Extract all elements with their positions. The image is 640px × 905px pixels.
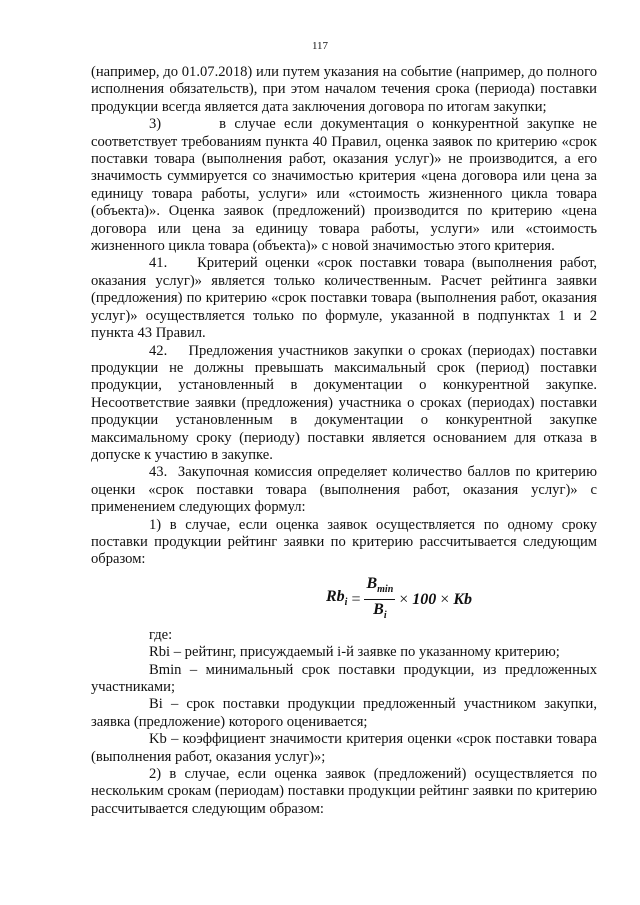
page-number: 117 — [311, 40, 329, 52]
paragraph: Kb – коэффициент значимости критерия оценки «срок поставки товара (выполнения работ, оказания услуг)»; — [91, 731, 597, 765]
formula-expression — [326, 575, 472, 625]
paragraph: 43. Закупочная комиссия определяет количество баллов по критерию оценки «срок поставки товара (выполнения работ, оказания услуг)» с применением следующих формул: — [91, 464, 597, 516]
paragraphs-before-formula — [91, 64, 597, 569]
formula-times-2: × — [440, 591, 450, 609]
paragraph: Bmin – минимальный срок поставки продукции, из предложенных участниками; — [91, 661, 597, 695]
formula-lhs: $Rb_i$ — [325, 588, 348, 609]
paragraph: 1) в случае, если оценка заявок осуществляется по одному сроку поставки продукции рейтинг заявки по критерию рассчитывается следующим образом: — [91, 516, 597, 568]
rating-formula — [91, 574, 597, 622]
paragraph: Bi – срок поставки продукции предложенный участником закупки, заявка (предложение) которого оценивается; — [91, 696, 597, 730]
paragraph: Rbi – рейтинг, присуждаемый i-й заявке по указанному критерию; — [149, 644, 560, 661]
formula-coefficient: Kb — [453, 591, 472, 609]
paragraph: (например, до 01.07.2018) или путем указания на событие (например, до полного исполнения обязательств), при этом началом течения срока (периода) поставки продукции всегда является дата заключения договора по итогам закупки; — [91, 64, 597, 115]
document-body — [91, 64, 597, 818]
formula-times-1: × — [399, 591, 409, 609]
formula-denominator: $B_i$ — [373, 601, 387, 622]
paragraph: 2) в случае, если оценка заявок (предложений) осуществляется по нескольким срокам (периодам) поставки продукции рейтинг заявки по критерию рассчитывается следующим образом: — [91, 766, 597, 817]
paragraph: 41. Критерий оценки «срок поставки товара (выполнения работ, оказания услуг)» является только количественным. Расчет рейтинга заявки (предложения) по критерию «срок поставки товара (выполнения работ, оказания услуг)» осуществляется только по формуле, указанной в подпунктах 1 и 2 пункта 43 Правил. — [91, 255, 597, 342]
formula-fraction — [364, 575, 395, 625]
paragraph: где: — [149, 626, 173, 643]
formula-constant: 100 — [412, 591, 437, 609]
formula-equals: = — [351, 591, 361, 609]
paragraph: 3) в случае если документация о конкурентной закупке не соответствует требованиям пункта 40 Правил, оценка заявок по критерию «срок поставки товара (выполнения работ, оказания услуг)» не производится, а его значимость суммируется со значимостью критерия «цена договора или цена за единицу товара работы, услуги» или «стоимость жизненного цикла товара (объекта)». Оценка заявок (предложений) производится по критерию «цена договора или цена за единицу товара работы, услуги» или «стоимость жизненного цикла товара (объекта)» с новой значимостью этого критерия. — [91, 116, 597, 255]
paragraphs-after-formula — [91, 627, 597, 818]
formula-numerator: $B_{min}$ — [364, 575, 395, 601]
paragraph: 42. Предложения участников закупки о сроках (периодах) поставки продукции не должны превышать максимальный срок (период) поставки продукции, установленный в документации о конкурентной закупке. Несоответствие заявки (предложения) участника о сроках (периодах) поставки продукции установленным в документации о конкурентной закупке максимальному сроку (периоду) поставки является основанием для отказа в допуске к участию в закупке. — [91, 342, 597, 463]
